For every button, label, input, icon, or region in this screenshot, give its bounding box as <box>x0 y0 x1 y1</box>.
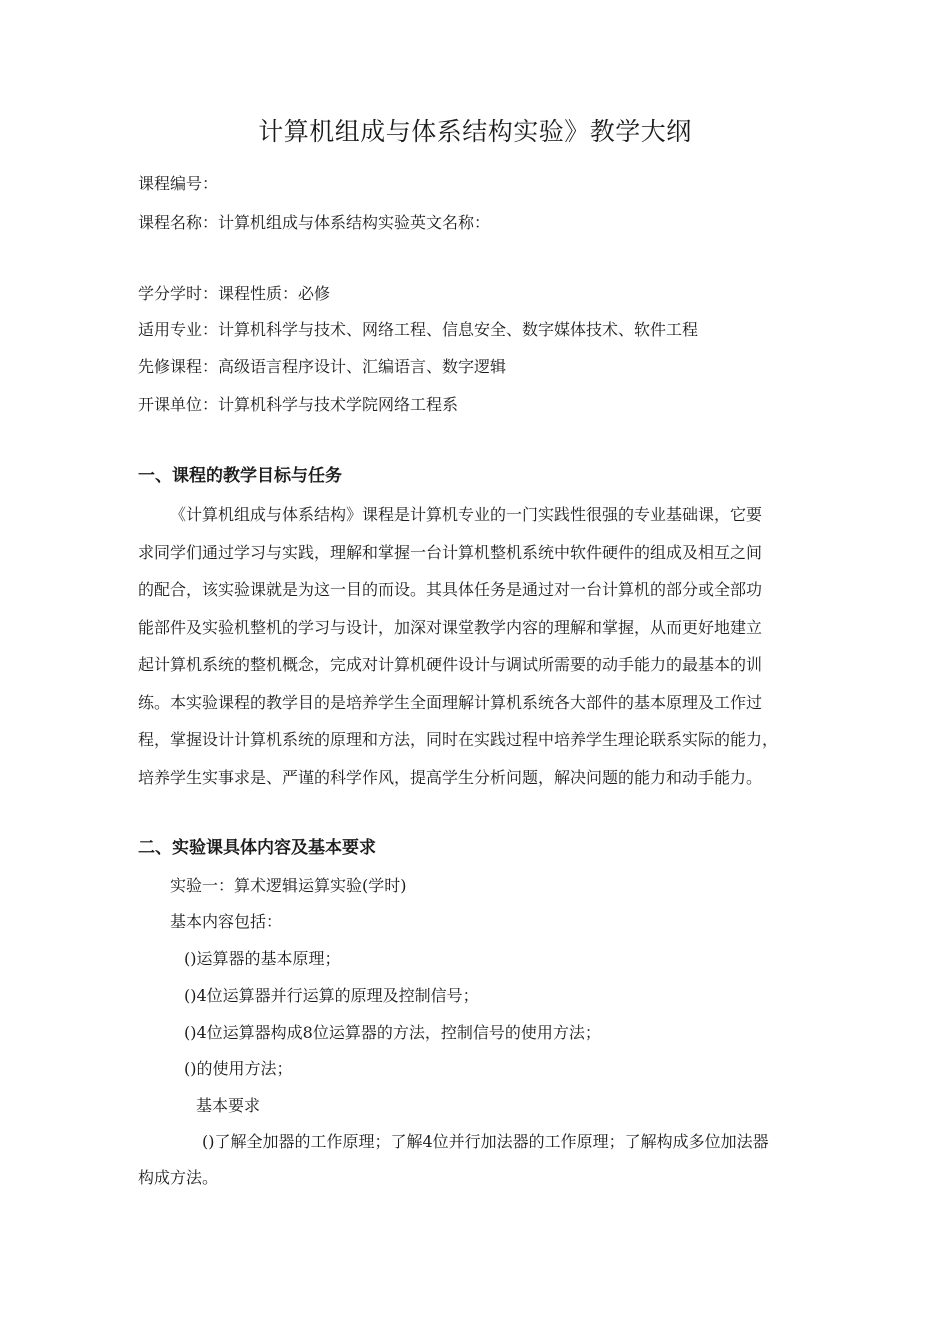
paragraph-line: 能部件及实验机整机的学习与设计，加深对课堂教学内容的理解和掌握，从而更好地建立 <box>138 617 763 637</box>
credits-hours: 学分学时：课程性质：必修 <box>138 284 331 303</box>
paragraph-line: 《计算机组成与体系结构》课程是计算机专业的一门实践性很强的专业基础课，它要 <box>170 505 763 524</box>
course-name: 课程名称：计算机组成与体系结构实验英文名称： <box>138 213 491 232</box>
content-item: ()4位运算器并行运算的原理及控制信号； <box>184 986 479 1005</box>
requirements-label: 基本要求 <box>196 1096 261 1115</box>
content-label: 基本内容包括： <box>170 912 283 931</box>
content-item: ()的使用方法； <box>184 1059 293 1078</box>
paragraph-line: 求同学们通过学习与实践，理解和掌握一台计算机整机系统中软件硬件的组成及相互之间 <box>138 542 763 562</box>
document-title: 计算机组成与体系结构实验》教学大纲 <box>258 117 692 146</box>
paragraph-line: 练。本实验课程的教学目的是培养学生全面理解计算机系统各大部件的基本原理及工作过 <box>138 692 763 712</box>
prerequisites: 先修课程：高级语言程序设计、汇编语言、数字逻辑 <box>138 357 507 376</box>
paragraph-line: 的配合，该实验课就是为这一目的而设。其具体任务是通过对一台计算机的部分或全部功 <box>138 580 763 599</box>
section1-paragraph <box>138 496 818 796</box>
department: 开课单位：计算机科学与技术学院网络工程系 <box>138 395 459 414</box>
applicable-majors: 适用专业：计算机科学与技术、网络工程、信息安全、数字媒体技术、软件工程 <box>138 320 699 339</box>
course-number: 课程编号： <box>138 174 219 193</box>
content-item: ()运算器的基本原理； <box>184 949 341 968</box>
requirement-line: 构成方法。 <box>138 1168 219 1187</box>
section1-heading: 一、课程的教学目标与任务 <box>138 466 342 486</box>
experiment1-title: 实验一：算术逻辑运算实验(学时) <box>170 876 407 895</box>
paragraph-line: 程，掌握设计计算机系统的原理和方法，同时在实践过程中培养学生理论联系实际的能力， <box>138 730 779 749</box>
content-item: ()4位运算器构成8位运算器的方法，控制信号的使用方法； <box>184 1023 601 1042</box>
paragraph-line: 起计算机系统的整机概念，完成对计算机硬件设计与调试所需要的动手能力的最基本的训 <box>138 655 763 674</box>
requirement-line: ()了解全加器的工作原理；了解4位并行加法器的工作原理；了解构成多位加法器 <box>202 1132 769 1151</box>
paragraph-line: 培养学生实事求是、严谨的科学作风，提高学生分析问题，解决问题的能力和动手能力。 <box>138 767 763 787</box>
section2-heading: 二、实验课具体内容及基本要求 <box>138 838 376 858</box>
